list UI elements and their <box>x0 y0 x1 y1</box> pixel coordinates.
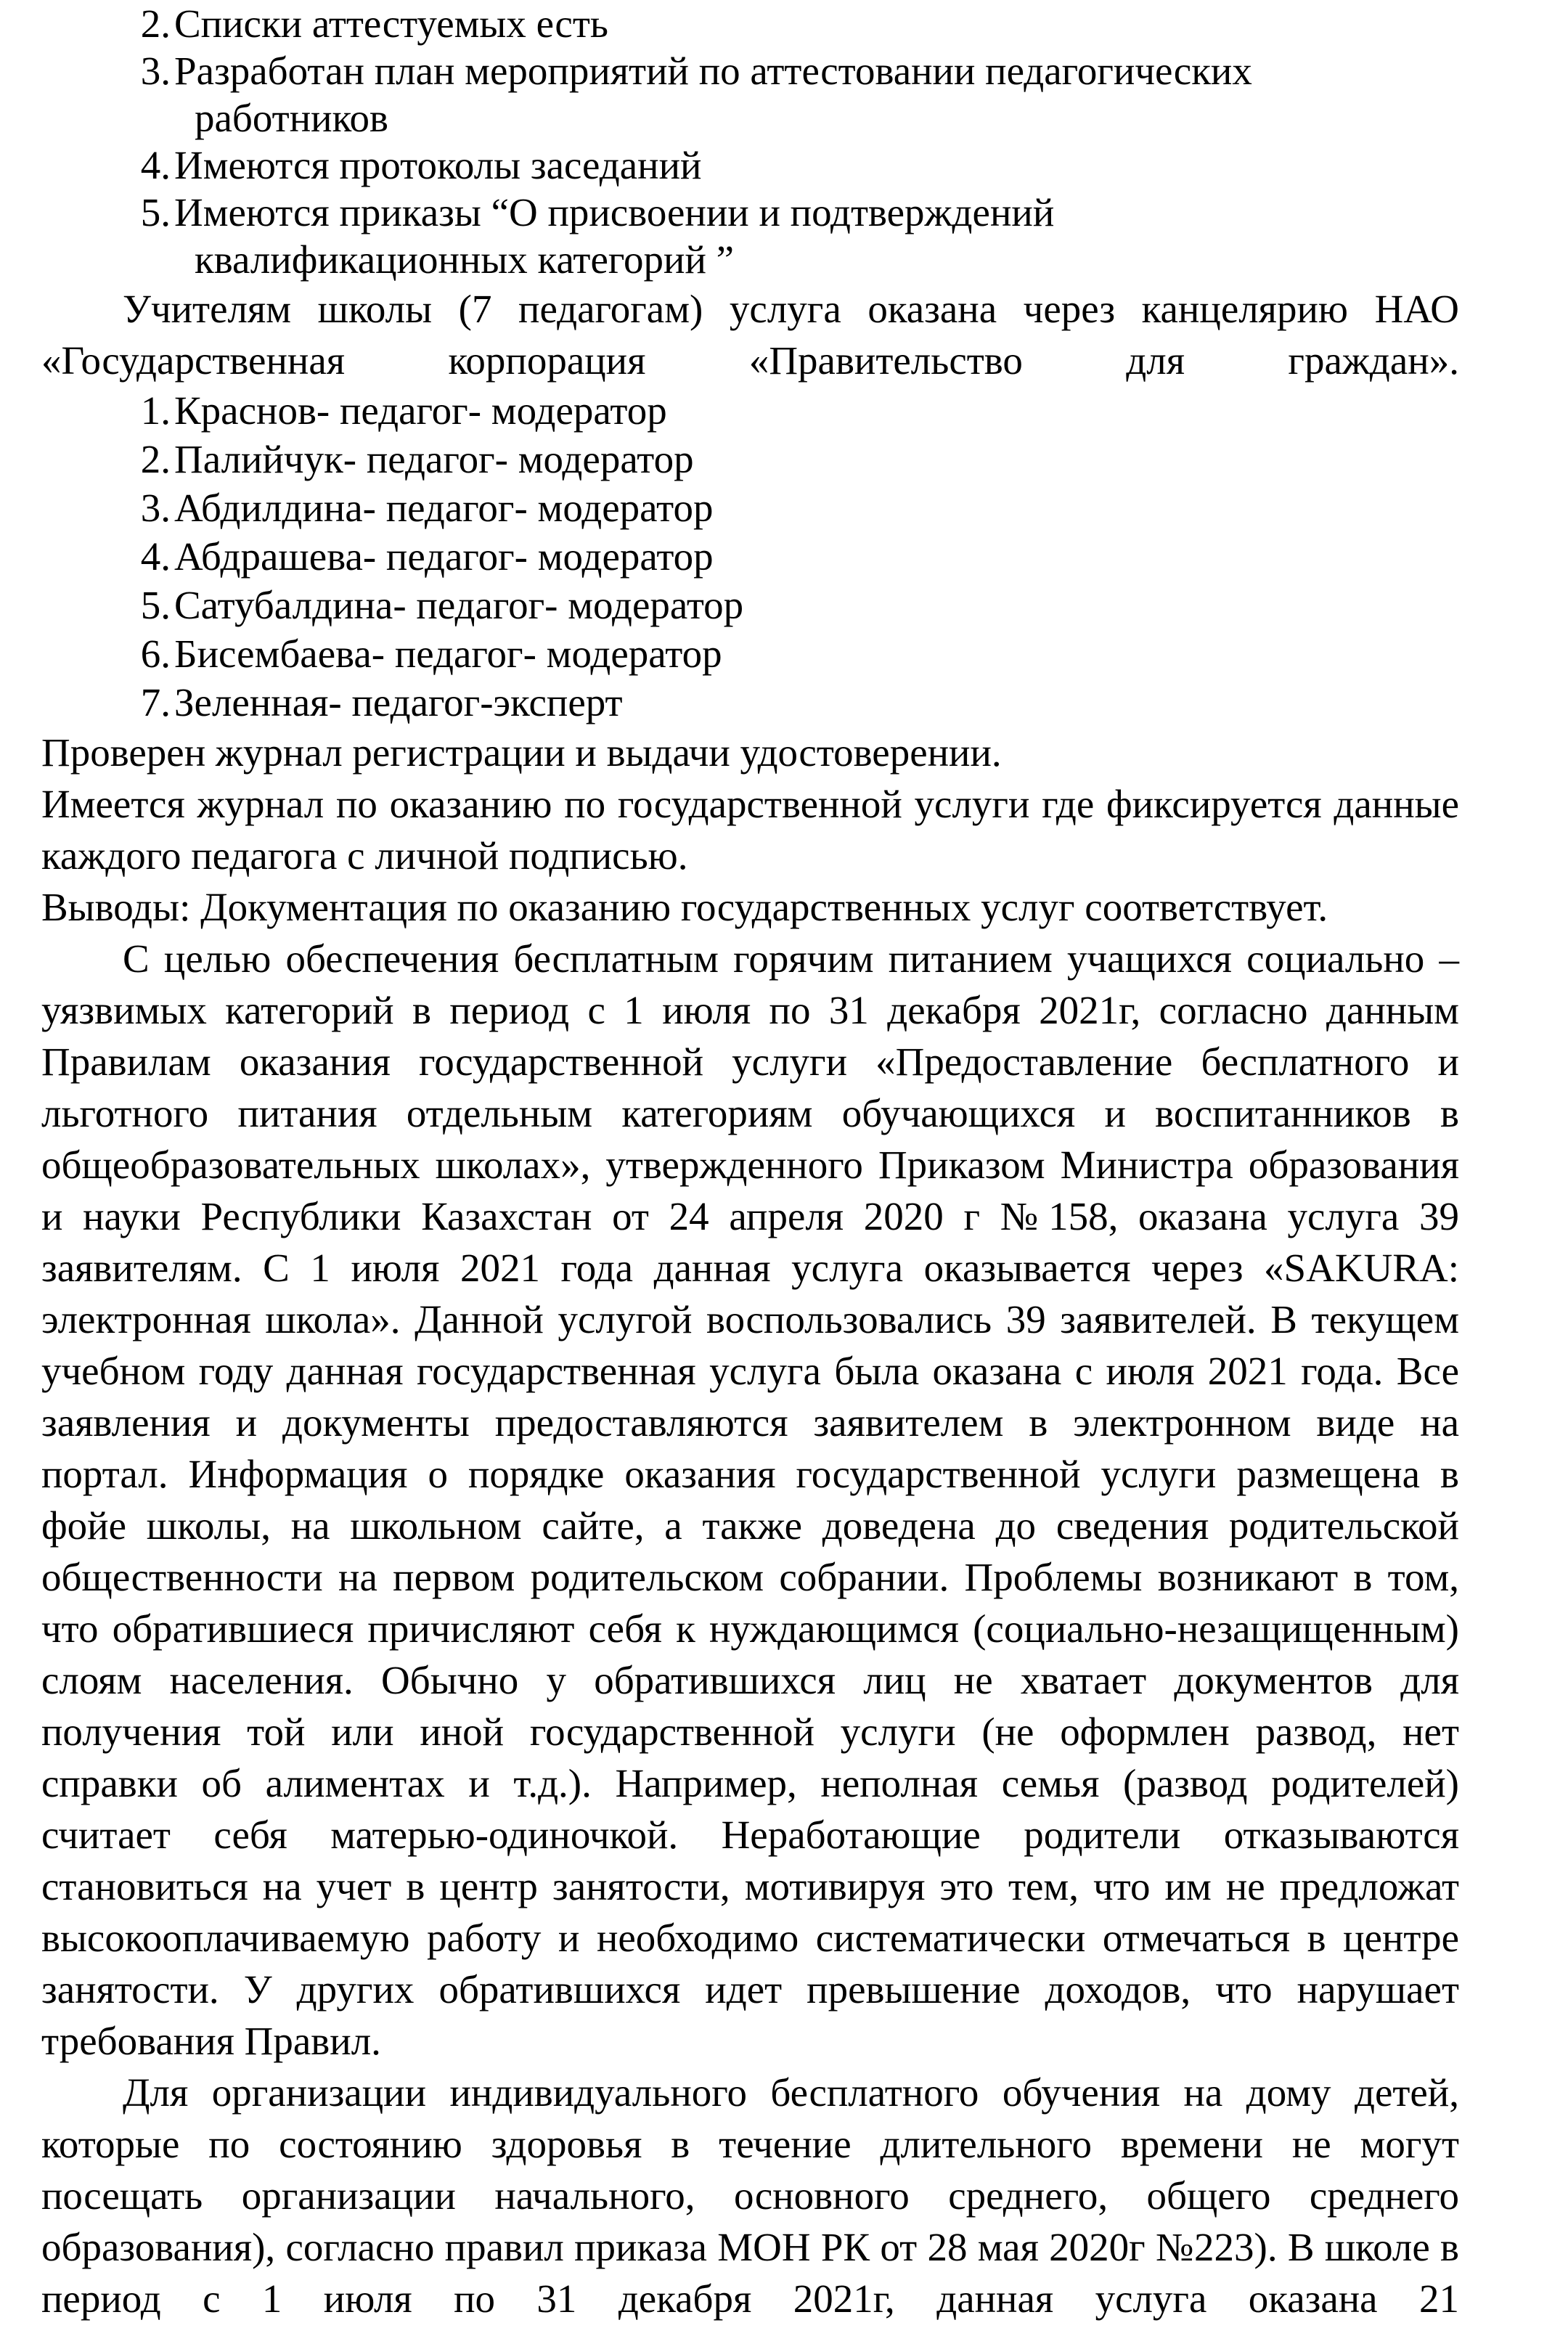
list-item-label: Краснов- педагог- модератор <box>174 388 667 433</box>
list-item-label: Зеленная- педагог-эксперт <box>174 680 623 724</box>
journal-checked-statement: Проверен журнал регистрации и выдачи удостоверении. <box>41 730 1002 775</box>
list-item-label: Имеются протоколы заседаний <box>174 143 702 187</box>
list-item-number: 2. <box>140 437 171 481</box>
list-item-number: 1. <box>140 388 171 433</box>
list-item-number: 5. <box>140 190 171 234</box>
list-item-number: 3. <box>140 486 171 530</box>
list-item <box>41 386 1459 435</box>
list-item-number: 5. <box>140 583 171 627</box>
list-item <box>41 189 1459 283</box>
list-item-label: Списки аттестуемых есть <box>174 1 608 46</box>
intro-paragraph: Учителям школы (7 педагогам) услуга оказана через канцелярию НАО «Государственная корпорация «Правительство для граждан». <box>41 287 1459 383</box>
teachers-list <box>41 386 1459 727</box>
list-item-number: 4. <box>140 143 171 187</box>
list-item <box>41 678 1459 727</box>
list-item <box>41 47 1459 142</box>
list-item-number: 7. <box>140 680 171 724</box>
attestation-checklist <box>41 0 1459 283</box>
free-meals-paragraph: С целью обеспечения бесплатным горячим питанием учащихся социально – уязвимых категорий в период с 1 июля по 31 декабря 2021г, согласно данным Правилам оказания государственной услуги «Предоставление бесплатного и льготного питания отдельным категориям обучающихся и воспитанников в общеобразовательных школах», утвержденного Приказом Министра образования и науки Республики Казахстан от 24 апреля 2020 г №158, оказана услуга 39 заявителям. С 1 июля 2021 года данная услуга оказывается через «SAKURA: электронная школа». Данной услугой воспользовались 39 заявителей. В текущем учебном году данная государственная услуга была оказана с июля 2021 года. Все заявления и документы предоставляются заявителем в электронном виде на портал. Информация о порядке оказания государственной услуги размещена в фойе школы, на школьном сайте, а также доведена до сведения родительской общественности на первом родительском собрании. Проблемы возникают в том, что обратившиеся причисляют себя к нуждающимся (социально-незащищенным) слоям населения. Обычно у обратившихся лиц не хватает документов для получения той или иной государственной услуги (не оформлен развод, нет справки об алиментах и т.д.). Например, неполная семья (развод родителей) считает себя матерью-одиночкой. Неработающие родители отказываются становиться на учет в центр занятости, мотивируя это тем, что им не предложат высокооплачиваемую работу и необходимо систематически отмечаться в центре занятости. У других обратившихся идет превышение доходов, что нарушает требования Правил. <box>41 936 1459 2063</box>
list-item <box>41 629 1459 678</box>
list-item-number: 2. <box>140 1 171 46</box>
list-item-label: Разработан план мероприятий по аттестовании педагогических <box>174 49 1252 93</box>
list-item <box>41 532 1459 581</box>
conclusions-statement: Выводы: Документация по оказанию государственных услуг соответствует. <box>41 885 1328 929</box>
list-item <box>41 483 1459 532</box>
journal-exists-statement: Имеется журнал по оказанию по государственной услуги где фиксируется данные каждого педагога с личной подписью. <box>41 782 1459 878</box>
list-item <box>41 142 1459 189</box>
list-item-label: Бисембаева- педагог- модератор <box>174 632 722 676</box>
list-item-continuation: квалификационных категорий ” <box>195 237 735 282</box>
list-item <box>41 0 1459 47</box>
list-item-number: 3. <box>140 49 171 93</box>
home-schooling-paragraph: Для организации индивидуального бесплатного обучения на дому детей, которые по состоянию здоровья в течение длительного времени не могут посещать организации начального, основного среднего, общего среднего образования), согласно правил приказа МОН РК от 28 мая 2020г №223). В школе в период с 1 июля по 31 декабря 2021г, данная услуга оказана 21 <box>41 2070 1459 2321</box>
list-item-label: Сатубалдина- педагог- модератор <box>174 583 744 627</box>
list-item-label: Абдилдина- педагог- модератор <box>174 486 714 530</box>
list-item-number: 6. <box>140 632 171 676</box>
list-item <box>41 435 1459 483</box>
list-item-number: 4. <box>140 534 171 579</box>
list-item <box>41 581 1459 629</box>
list-item-label: Имеются приказы “О присвоении и подтверждений <box>174 190 1055 234</box>
list-item-continuation: работников <box>195 96 388 140</box>
list-item-label: Абдрашева- педагог- модератор <box>174 534 714 579</box>
list-item-label: Палийчук- педагог- модератор <box>174 437 694 481</box>
